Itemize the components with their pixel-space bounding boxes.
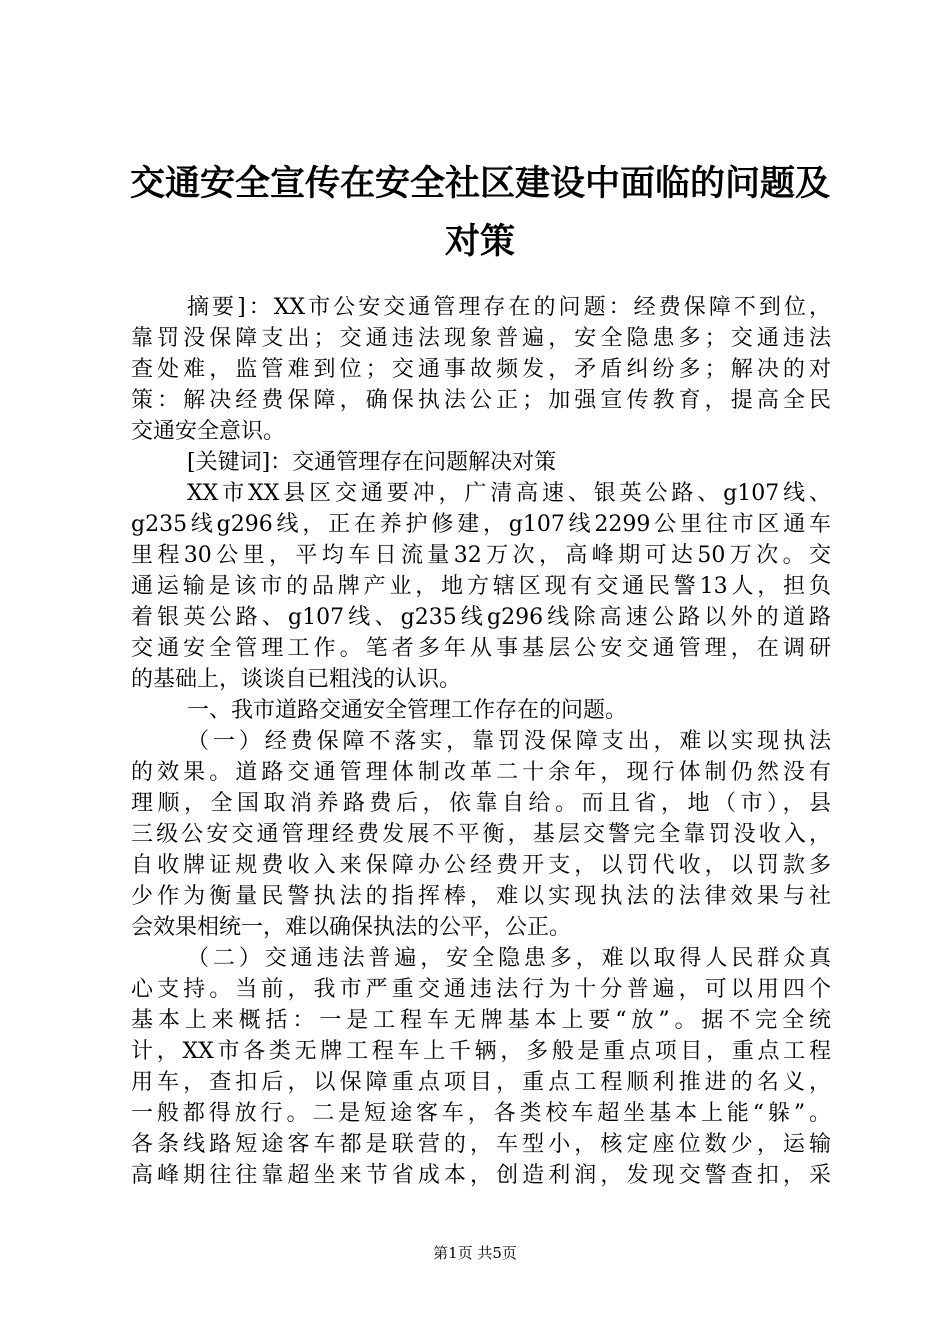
- section-heading: 一、我市道路交通安全管理工作存在的问题。: [187, 698, 628, 723]
- text-line: 高峰期往往靠超坐来节省成本，创造利润，发现交警查扣，采: [131, 1163, 831, 1188]
- text-line: 策：解决经费保障，确保执法公正；加强宣传教育，提高全民: [131, 388, 831, 413]
- text-line: 理顺，全国取消养路费后，依靠自给。而且省，地（市），县: [131, 791, 831, 816]
- text-line: （二）交通违法普遍，安全隐患多，难以取得人民群众真: [187, 946, 831, 971]
- text-line: [关键词]：交通管理存在问题解决对策: [187, 450, 557, 475]
- text-line: 摘要]：XX市公安交通管理存在的问题：经费保障不到位，: [187, 295, 831, 320]
- text-line: 查处难，监管难到位；交通事故频发，矛盾纠纷多；解决的对: [131, 357, 831, 382]
- text-line: 少作为衡量民警执法的指挥棒，难以实现执法的法律效果与社: [131, 884, 831, 909]
- text-line: 交通安全意识。: [131, 419, 286, 444]
- text-line: 各条线路短途客车都是联营的，车型小，核定座位数少，运输: [131, 1132, 831, 1157]
- page-number: 第1页 共5页: [433, 1244, 517, 1262]
- text-line: XX市XX县区交通要冲，广清高速、银英公路、g107线、: [187, 481, 831, 506]
- text-line: 三级公安交通管理经费发展不平衡，基层交警完全靠罚没收入，: [131, 822, 831, 847]
- text-line: 的效果。道路交通管理体制改革二十余年，现行体制仍然没有: [131, 760, 831, 785]
- text-line: 交通安全管理工作。笔者多年从事基层公安交通管理，在调研: [131, 636, 831, 661]
- text-line: 自收牌证规费收入来保障办公经费开支，以罚代收，以罚款多: [131, 853, 831, 878]
- text-line: 靠罚没保障支出；交通违法现象普遍，安全隐患多；交通违法: [131, 326, 831, 351]
- document-title-line-1: 交通安全宣传在安全社区建设中面临的问题及: [129, 164, 830, 204]
- text-line: 里程30公里，平均车日流量32万次，高峰期可达50万次。交: [131, 543, 831, 568]
- text-line: 心支持。当前，我市严重交通违法行为十分普遍，可以用四个: [131, 977, 831, 1002]
- text-line: 用车，查扣后，以保障重点项目，重点工程顺利推进的名义，: [131, 1070, 831, 1095]
- text-line: 一般都得放行。二是短途客车，各类校车超坐基本上能“躲”。: [131, 1101, 831, 1126]
- document-title-line-2: 对策: [444, 222, 515, 262]
- text-line: （一）经费保障不落实，靠罚没保障支出，难以实现执法: [187, 729, 831, 754]
- text-line: 会效果相统一，难以确保执法的公平，公正。: [131, 915, 572, 940]
- document-body: [131, 292, 831, 1191]
- text-line: 计，XX市各类无牌工程车上千辆，多般是重点项目，重点工程: [131, 1039, 831, 1064]
- text-line: 的基础上，谈谈自已粗浅的认识。: [131, 667, 462, 692]
- text-line: 基本上来概括：一是工程车无牌基本上要“放”。据不完全统: [131, 1008, 831, 1033]
- text-line: 着银英公路、g107线、g235线g296线除高速公路以外的道路: [131, 605, 831, 630]
- text-line: 通运输是该市的品牌产业，地方辖区现有交通民警13人，担负: [131, 574, 831, 599]
- text-line: g235线g296线，正在养护修建，g107线2299公里往市区通车: [131, 512, 831, 537]
